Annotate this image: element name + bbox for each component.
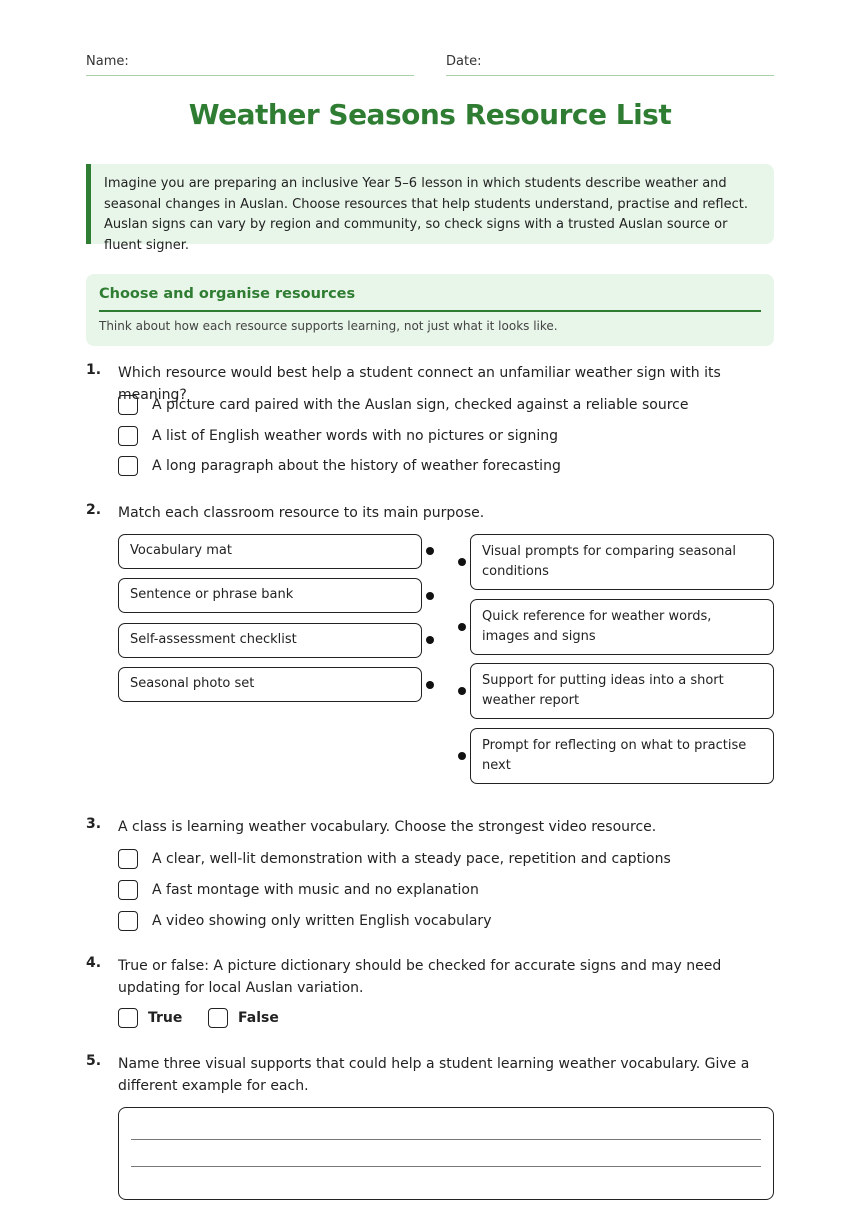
match-dot[interactable] xyxy=(426,592,434,600)
match-dot[interactable] xyxy=(426,681,434,689)
checkbox[interactable] xyxy=(118,849,138,869)
checkbox[interactable] xyxy=(118,880,138,900)
option-label: A list of English weather words with no pictures or signing xyxy=(152,428,559,444)
section-title: Choose and organise resources xyxy=(99,286,761,312)
question-text: Match each classroom resource to its main purpose. xyxy=(118,505,485,521)
checkbox[interactable] xyxy=(118,426,138,446)
option-label: A video showing only written English vocabulary xyxy=(152,913,492,929)
option-label: A picture card paired with the Auslan sign, checked against a reliable source xyxy=(152,397,689,413)
match-dot[interactable] xyxy=(458,687,466,695)
intro-callout: Imagine you are preparing an inclusive Year 5–6 lesson in which students describe weather and seasonal changes in Auslan. Choose resources that help students understand, practise and reflect. Auslan signs can vary by region and community, so check signs with a trusted Auslan source or fluent signer. xyxy=(86,164,774,244)
question-number: 1. xyxy=(86,362,102,378)
option-label: True xyxy=(148,1010,183,1026)
question-text: Name three visual supports that could help a student learning weather vocabulary. Give a different example for each. xyxy=(118,1056,750,1094)
match-left-item[interactable]: Self-assessment checklist xyxy=(118,623,422,658)
name-label: Name: xyxy=(86,54,129,69)
match-left-item[interactable]: Vocabulary mat xyxy=(118,534,422,569)
option-label: A long paragraph about the history of weather forecasting xyxy=(152,458,561,474)
match-right-item[interactable]: Prompt for reflecting on what to practise next xyxy=(470,728,774,784)
answer-line xyxy=(131,1139,761,1140)
match-dot[interactable] xyxy=(458,623,466,631)
match-dot[interactable] xyxy=(458,558,466,566)
name-date-row xyxy=(86,54,774,76)
match-right-item[interactable]: Support for putting ideas into a short weather report xyxy=(470,663,774,719)
section-header xyxy=(86,274,774,346)
question-text: True or false: A picture dictionary should be checked for accurate signs and may need updating for local Auslan variation. xyxy=(118,958,722,996)
section-subtitle: Think about how each resource supports learning, not just what it looks like. xyxy=(99,319,558,333)
checkbox[interactable] xyxy=(118,395,138,415)
question-number: 3. xyxy=(86,816,102,832)
page-title: Weather Seasons Resource List xyxy=(188,98,672,131)
checkbox[interactable] xyxy=(118,1008,138,1028)
name-field[interactable] xyxy=(86,54,414,76)
option-label: A fast montage with music and no explanation xyxy=(152,882,479,898)
match-dot[interactable] xyxy=(426,636,434,644)
question-number: 5. xyxy=(86,1053,102,1069)
question-text: Which resource would best help a student connect an unfamiliar weather sign with its meaning? xyxy=(118,365,721,403)
checkbox[interactable] xyxy=(118,456,138,476)
question-number: 2. xyxy=(86,502,102,518)
checkbox[interactable] xyxy=(118,911,138,931)
question-number: 4. xyxy=(86,955,102,971)
match-left-item[interactable]: Seasonal photo set xyxy=(118,667,422,702)
match-right-item[interactable]: Visual prompts for comparing seasonal conditions xyxy=(470,534,774,590)
option-label: A clear, well-lit demonstration with a steady pace, repetition and captions xyxy=(152,851,671,867)
question-text: A class is learning weather vocabulary. Choose the strongest video resource. xyxy=(118,819,657,835)
date-field[interactable] xyxy=(446,54,774,76)
match-dot[interactable] xyxy=(458,752,466,760)
option-label: False xyxy=(238,1010,279,1026)
checkbox[interactable] xyxy=(208,1008,228,1028)
match-right-item[interactable]: Quick reference for weather words, images and signs xyxy=(470,599,774,655)
match-dot[interactable] xyxy=(426,547,434,555)
match-left-item[interactable]: Sentence or phrase bank xyxy=(118,578,422,613)
answer-line xyxy=(131,1166,761,1167)
date-label: Date: xyxy=(446,54,482,69)
answer-box[interactable] xyxy=(118,1107,774,1200)
